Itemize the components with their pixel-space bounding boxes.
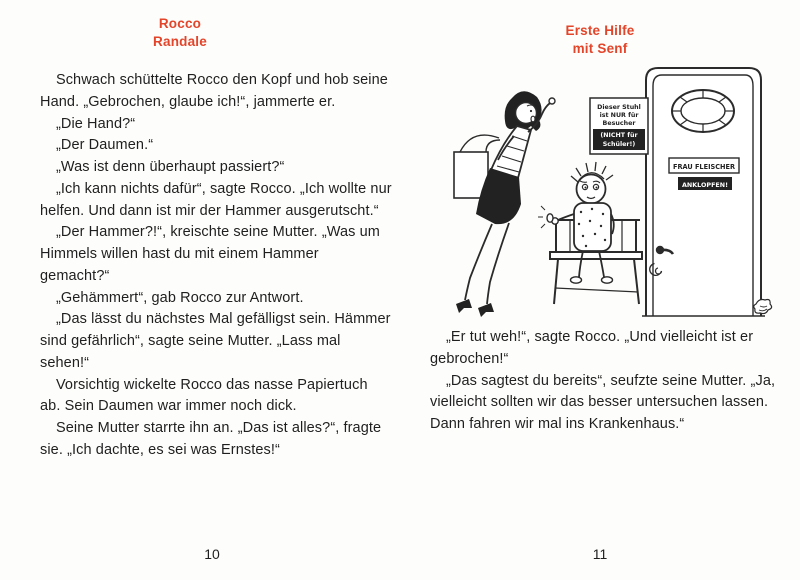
door: [642, 68, 765, 316]
paragraph: „Er tut weh!“, sagte Rocco. „Und vielleicht ist er gebrochen!“: [430, 329, 754, 367]
illustration-svg: [424, 56, 776, 322]
left-header-line1: Rocco: [158, 16, 202, 31]
door-knock-sign-text: ANKLOPFEN!: [682, 181, 729, 189]
paragraph: Schwach schüttelte Rocco den Kopf und hob seine Hand. „Gebrochen, glaube ich!“, jammerte er.: [40, 72, 388, 110]
chair-sign-line5: Schüler!): [602, 141, 636, 148]
paragraph: „Was ist denn überhaupt passiert?“: [55, 159, 285, 175]
left-page-header: [80, 15, 280, 51]
paragraph: „Der Hammer?!“, kreischte seine Mutter. „Was um Himmels willen hast du mit einem Hammer gemacht?“: [40, 224, 380, 284]
story-illustration: [424, 56, 776, 322]
chair-sign-line1: Dieser Stuhl: [597, 104, 641, 111]
mother-mouth: [531, 116, 535, 122]
boy-figure: [538, 162, 614, 283]
chair-sign-line4: (NICHT für: [600, 132, 638, 139]
door-name-sign-text: FRAU FLEISCHER: [673, 163, 736, 171]
heel-shoe: [478, 303, 494, 317]
hurt-thumb: [547, 214, 553, 222]
knock-sign: [678, 177, 732, 190]
chair-sign: [590, 98, 648, 154]
chair-sign-line2: ist NUR für: [599, 112, 639, 119]
right-page-header: [500, 22, 700, 58]
chair-sign-line3: Besucher: [602, 120, 636, 127]
heel-shoe: [456, 299, 472, 313]
left-header-line2: Randale: [153, 34, 207, 50]
paragraph: „Gehämmert“, gab Rocco zur Antwort.: [55, 289, 304, 306]
right-page-text: [430, 327, 780, 436]
paragraph: „Das sagtest du bereits“, seufzte seine Mutter. „Ja, vielleicht sollten wir das besser untersuchen lassen. Dann fahren wir mal ins Krankenhaus.“: [430, 372, 776, 432]
paragraph: „Die Hand?“: [55, 115, 136, 132]
right-page-number: 11: [592, 546, 608, 562]
paragraph: Seine Mutter starrte ihn an. „Das ist alles?“, fragte sie. „Ich dachte, es sei was Ernstes!“: [40, 420, 382, 458]
paragraph: „Der Daumen.“: [55, 137, 154, 154]
pain-lines: [538, 206, 545, 228]
paragraph: Vorsichtig wickelte Rocco das nasse Papiertuch ab. Sein Daumen war immer noch dick.: [40, 376, 368, 415]
paragraph: „Das lässt du nächstes Mal gefälligst sein. Hämmer sind gefährlich“, sagte seine Mutter. „Lass mal sehen!“: [40, 311, 391, 371]
door-name-plate: [669, 158, 739, 173]
left-page-number: 10: [204, 546, 220, 562]
paragraph: „Ich kann nichts dafür“, sagte Rocco. „Ich wollte nur helfen. Und dann ist mir der Hammer ausgerutscht.“: [40, 180, 392, 219]
right-header-line1: Erste Hilfe: [565, 23, 635, 38]
mother-figure: [454, 91, 555, 317]
left-page-text: [40, 70, 392, 462]
right-header-line2: mit Senf: [572, 41, 628, 57]
